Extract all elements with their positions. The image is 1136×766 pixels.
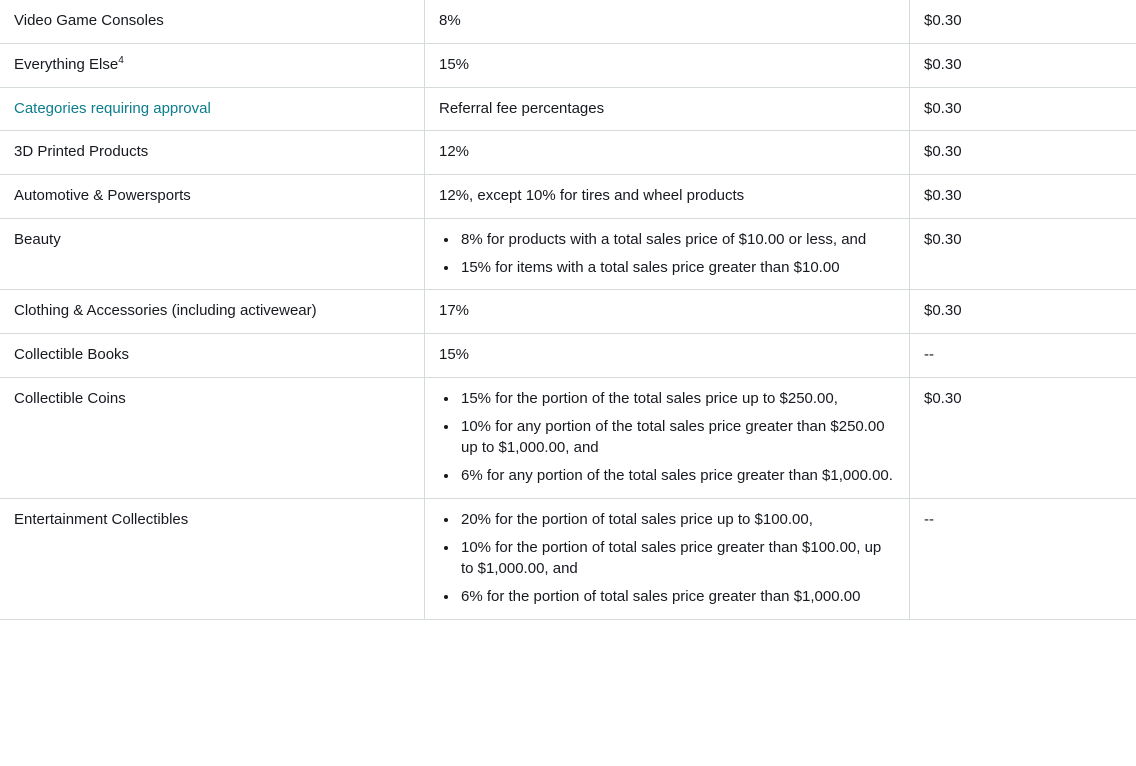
fee-text: 12%, except 10% for tires and wheel products xyxy=(439,187,745,204)
fee-bullet-list xyxy=(439,229,895,279)
fee-bullet: • 20% for the portion of total sales price up to $100.00, xyxy=(459,509,895,531)
category-label: Everything Else xyxy=(14,55,119,73)
cell-minimum-fee xyxy=(910,87,1136,131)
cell-minimum-fee xyxy=(910,43,1136,87)
cell-category xyxy=(0,43,425,87)
cell-referral-fee xyxy=(425,334,910,378)
minimum-fee-value: $0.30 xyxy=(924,389,962,407)
cell-category xyxy=(0,334,425,378)
fee-bullet: • 15% for the portion of the total sales price up to $250.00, xyxy=(459,388,895,410)
table-row xyxy=(0,175,1136,219)
table-row xyxy=(0,218,1136,290)
cell-minimum-fee xyxy=(910,290,1136,334)
fee-text: 12% xyxy=(439,143,470,161)
cell-referral-fee xyxy=(425,87,910,131)
fee-text: 15% xyxy=(439,346,470,363)
cell-referral-fee xyxy=(425,290,910,334)
cell-referral-fee xyxy=(425,218,910,290)
minimum-fee-value: $0.30 xyxy=(924,187,962,204)
category-label: Collectible Books xyxy=(14,346,130,363)
fee-bullet: • 6% for the portion of total sales price greater than $1,000.00 xyxy=(459,586,895,608)
table-row xyxy=(0,43,1136,87)
cell-category xyxy=(0,131,425,175)
cell-category xyxy=(0,290,425,334)
cell-minimum-fee xyxy=(910,218,1136,290)
category-label: 3D Printed Products xyxy=(14,143,149,161)
cell-minimum-fee xyxy=(910,377,1136,498)
cell-minimum-fee xyxy=(910,131,1136,175)
cell-category xyxy=(0,175,425,219)
cell-minimum-fee xyxy=(910,0,1136,43)
fee-text: 17% xyxy=(439,302,470,320)
minimum-fee-value: -- xyxy=(924,510,934,528)
minimum-fee-value: $0.30 xyxy=(924,302,962,320)
cell-referral-fee xyxy=(425,131,910,175)
categories-requiring-approval-link[interactable]: Categories requiring approval xyxy=(14,99,211,117)
cell-referral-fee xyxy=(425,43,910,87)
fee-text: 8% xyxy=(439,12,461,29)
footnote-marker: 4 xyxy=(118,54,124,66)
cell-category xyxy=(0,0,425,43)
minimum-fee-value: -- xyxy=(924,346,934,363)
cell-category xyxy=(0,377,425,498)
cell-category xyxy=(0,87,425,131)
fee-bullet: • 8% for products with a total sales price of $10.00 or less, and xyxy=(459,229,895,251)
cell-minimum-fee xyxy=(910,498,1136,619)
category-label: Entertainment Collectibles xyxy=(14,510,189,528)
table-row xyxy=(0,334,1136,378)
cell-referral-fee xyxy=(425,175,910,219)
cell-minimum-fee xyxy=(910,334,1136,378)
fee-bullet: • 10% for any portion of the total sales price greater than $250.00 up to $1,000.00, and xyxy=(459,416,895,460)
table-row xyxy=(0,290,1136,334)
fee-text: 15% xyxy=(439,55,470,73)
fee-text: Referral fee percentages xyxy=(439,99,605,117)
category-label: Automotive & Powersports xyxy=(14,187,191,204)
category-label: Beauty xyxy=(14,230,61,248)
table-row xyxy=(0,0,1136,43)
fee-bullet: • 15% for items with a total sales price greater than $10.00 xyxy=(459,257,895,279)
minimum-fee-value: $0.30 xyxy=(924,12,962,29)
category-label: Clothing & Accessories (including activewear) xyxy=(14,302,317,320)
table-row xyxy=(0,87,1136,131)
cell-minimum-fee xyxy=(910,175,1136,219)
cell-category xyxy=(0,218,425,290)
cell-referral-fee xyxy=(425,377,910,498)
fee-bullet: • 6% for any portion of the total sales price greater than $1,000.00. xyxy=(459,465,895,487)
cell-category xyxy=(0,498,425,619)
minimum-fee-value: $0.30 xyxy=(924,55,962,73)
fee-bullet-list xyxy=(439,388,895,487)
table-row xyxy=(0,131,1136,175)
category-label: Collectible Coins xyxy=(14,389,126,407)
fee-bullet: • 10% for the portion of total sales price greater than $100.00, up to $1,000.00, and xyxy=(459,537,895,581)
cell-referral-fee xyxy=(425,0,910,43)
table-row xyxy=(0,498,1136,619)
fee-bullet-list xyxy=(439,509,895,608)
cell-referral-fee xyxy=(425,498,910,619)
minimum-fee-value: $0.30 xyxy=(924,99,962,117)
category-label: Video Game Consoles xyxy=(14,12,164,29)
minimum-fee-value: $0.30 xyxy=(924,143,962,161)
minimum-fee-value: $0.30 xyxy=(924,230,962,248)
table-row xyxy=(0,377,1136,498)
